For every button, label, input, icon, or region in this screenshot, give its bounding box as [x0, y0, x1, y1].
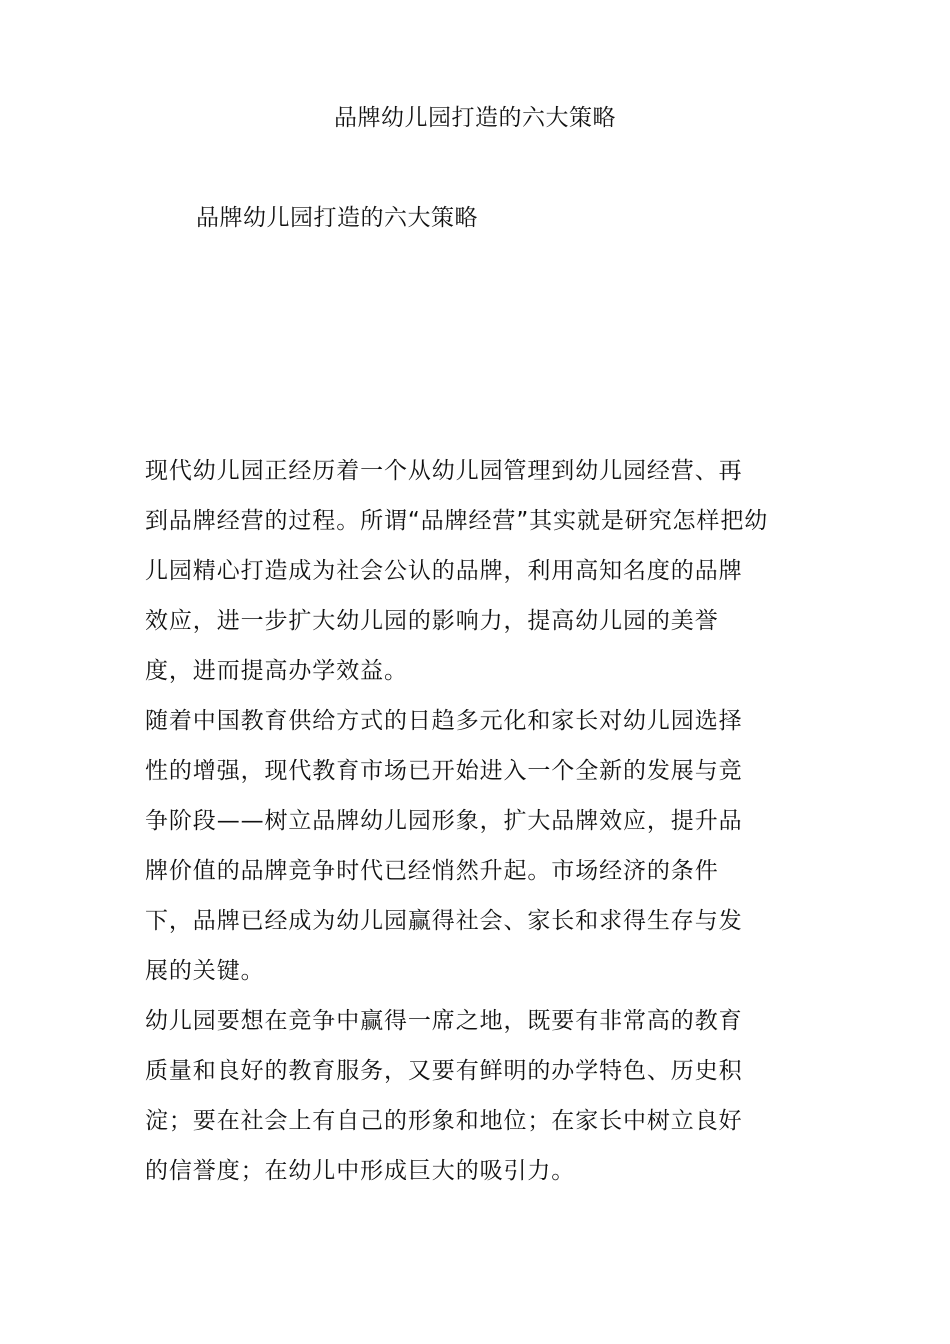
body-line: 的信誉度；在幼儿中形成巨大的吸引力。 [145, 1158, 576, 1184]
body-line: 淀；要在社会上有自己的形象和地位；在家长中树立良好 [145, 1108, 743, 1134]
document-subtitle: 品牌幼儿园打造的六大策略 [196, 205, 478, 231]
body-text [145, 446, 810, 1196]
body-line: 质量和良好的教育服务，又要有鲜明的办学特色、历史积 [145, 1058, 743, 1084]
body-line: 性的增强，现代教育市场已开始进入一个全新的发展与竞 [145, 758, 743, 784]
body-line: 随着中国教育供给方式的日趋多元化和家长对幼儿园选择 [145, 708, 743, 734]
body-line: 幼儿园要想在竞争中赢得一席之地，既要有非常高的教育 [145, 1008, 743, 1034]
document-title: 品牌幼儿园打造的六大策略 [334, 105, 616, 131]
body-line: 儿园精心打造成为社会公认的品牌，利用高知名度的品牌 [145, 558, 743, 584]
body-line: 现代幼儿园正经历着一个从幼儿园管理到幼儿园经营、再 [145, 458, 743, 484]
body-line: 度，进而提高办学效益。 [145, 658, 408, 684]
body-line: 下，品牌已经成为幼儿园赢得社会、家长和求得生存与发 [145, 908, 743, 934]
body-line: 争阶段——树立品牌幼儿园形象，扩大品牌效应，提升品 [145, 808, 743, 834]
body-line: 展的关键。 [145, 958, 265, 984]
body-line: 牌价值的品牌竞争时代已经悄然升起。市场经济的条件 [145, 858, 719, 884]
body-line: 效应，进一步扩大幼儿园的影响力，提高幼儿园的美誉 [145, 608, 719, 634]
body-line: 到品牌经营的过程。所谓“品牌经营”其实就是研究怎样把幼 [145, 508, 769, 534]
